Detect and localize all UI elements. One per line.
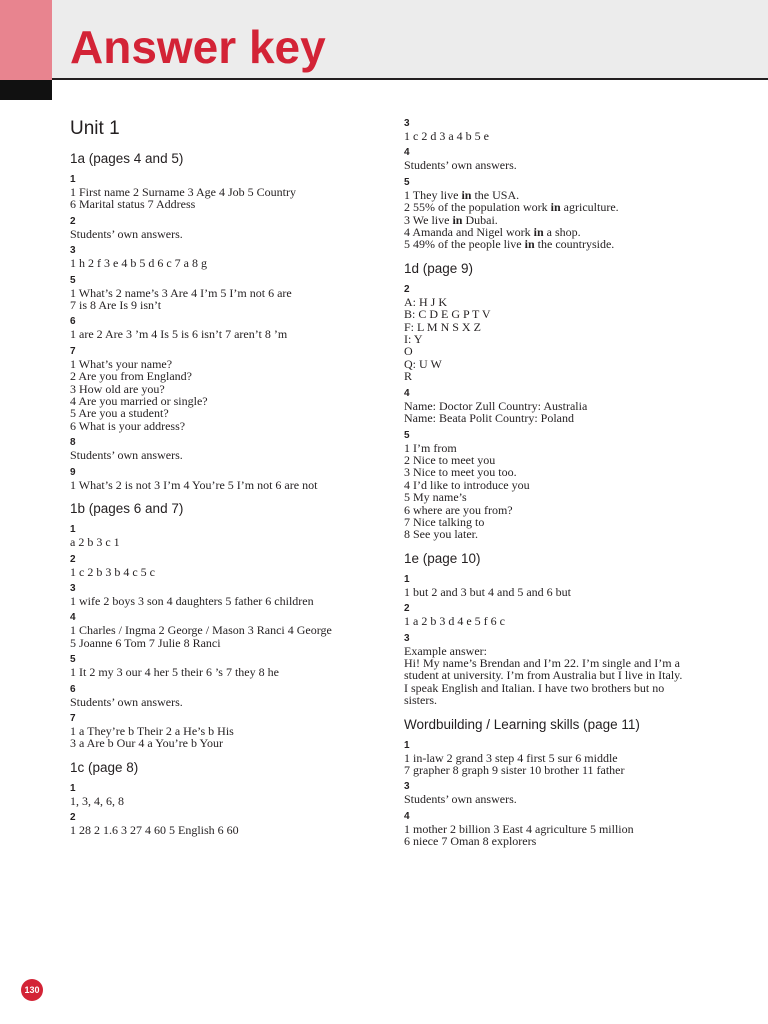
answer-line: 1 a They’re b Their 2 a He’s b His xyxy=(70,723,234,738)
exercise-block xyxy=(70,654,390,678)
exercise-number: 6 xyxy=(70,683,76,695)
exercise-number: 9 xyxy=(70,466,76,478)
exercise-block xyxy=(70,713,390,750)
exercise-block xyxy=(70,216,390,240)
exercise-number: 1 xyxy=(404,739,410,751)
exercise-number: 3 xyxy=(70,245,76,257)
exercise-number: 4 xyxy=(404,147,410,159)
exercise-block xyxy=(70,554,390,578)
exercise-number: 4 xyxy=(70,612,76,624)
answer-line: 5 Are you a student? xyxy=(70,406,169,421)
exercise-block xyxy=(404,811,734,848)
exercise-block xyxy=(404,781,734,805)
answer-line: 1 h 2 f 3 e 4 b 5 d 6 c 7 a 8 g xyxy=(70,256,207,271)
answer-line: Students’ own answers. xyxy=(404,792,517,807)
exercise-number: 6 xyxy=(70,316,76,328)
exercise-number: 2 xyxy=(70,812,76,824)
answer-line: 7 is 8 Are Is 9 isn’t xyxy=(70,298,162,313)
exercise-block xyxy=(70,812,390,836)
section-title: 1b (pages 6 and 7) xyxy=(70,501,184,517)
exercise-block xyxy=(70,346,390,432)
header-rule xyxy=(52,78,768,80)
answer-line: 1 First name 2 Surname 3 Age 4 Job 5 Country xyxy=(70,185,296,199)
answer-line: 3 Nice to meet you too. xyxy=(404,465,517,480)
answer-line: 5 My name’s xyxy=(404,490,467,505)
answer-line: Name: Doctor Zull Country: Australia xyxy=(404,398,588,413)
exercise-number: 1 xyxy=(404,573,410,585)
exercise-block xyxy=(404,177,734,251)
exercise-block xyxy=(70,316,390,340)
answer-line: 1 What’s 2 name’s 3 Are 4 I’m 5 I’m not 6 are xyxy=(70,285,292,300)
exercise-number: 2 xyxy=(70,215,76,227)
answer-line: 1 mother 2 billion 3 East 4 agriculture 5 million xyxy=(404,821,634,836)
answer-line: 1 are 2 Are 3 ’m 4 Is 5 is 6 isn’t 7 aren’t 8 ’m xyxy=(70,327,288,342)
exercise-block xyxy=(404,740,734,777)
answer-line: 6 niece 7 Oman 8 explorers xyxy=(404,834,537,849)
exercise-number: 3 xyxy=(404,632,410,644)
answer-line: 1 What’s your name? xyxy=(70,356,173,371)
exercise-block xyxy=(70,275,390,312)
exercise-number: 1 xyxy=(70,524,76,536)
answer-line: 1 Charles / Ingma 2 George / Mason 3 Ranci 4 George xyxy=(70,623,332,638)
answer-line: 1, 3, 4, 6, 8 xyxy=(70,793,124,808)
answer-line: Students’ own answers. xyxy=(70,694,183,709)
answer-line: 5 Joanne 6 Tom 7 Julie 8 Ranci xyxy=(70,635,221,650)
exercise-number: 3 xyxy=(70,582,76,594)
answer-line: O xyxy=(404,344,413,359)
exercise-block xyxy=(404,574,734,598)
answer-line: A: H J K xyxy=(404,294,448,309)
header-black-tab xyxy=(0,80,52,100)
answer-line: 1 in-law 2 grand 3 step 4 first 5 sur 6 middle xyxy=(404,750,618,765)
answer-line: 2 55% of the population work in agriculture. xyxy=(404,200,619,215)
answer-line: 1 c 2 d 3 a 4 b 5 e xyxy=(404,129,489,143)
exercise-number: 3 xyxy=(404,118,410,129)
answer-line: Name: Beata Polit Country: Poland xyxy=(404,411,574,426)
exercise-number: 5 xyxy=(404,429,410,441)
answer-line: 3 We live in Dubai. xyxy=(404,212,498,227)
exercise-block xyxy=(70,467,390,491)
exercise-block xyxy=(70,684,390,708)
answer-line: 4 Are you married or single? xyxy=(70,394,208,409)
section-title: 1d (page 9) xyxy=(404,260,474,276)
answer-line: 2 Are you from England? xyxy=(70,369,192,384)
exercise-number: 3 xyxy=(404,781,410,793)
answer-line: 7 grapher 8 graph 9 sister 10 brother 11 father xyxy=(404,763,625,777)
answer-line: 1 They live in the USA. xyxy=(404,187,520,202)
exercise-block xyxy=(70,245,390,269)
answer-line: 4 I’d like to introduce you xyxy=(404,477,530,492)
answer-line: Students’ own answers. xyxy=(404,158,517,173)
answer-line: 1 What’s 2 is not 3 I’m 4 You’re 5 I’m not 6 are not xyxy=(70,477,318,492)
exercise-number: 4 xyxy=(404,387,410,399)
exercise-number: 2 xyxy=(404,283,410,295)
answer-line: Q: U W xyxy=(404,356,442,371)
exercise-number: 4 xyxy=(404,810,410,822)
exercise-number: 5 xyxy=(404,176,410,188)
answer-line: 1 wife 2 boys 3 son 4 daughters 5 father 6 children xyxy=(70,593,314,608)
exercise-block xyxy=(404,118,734,142)
answer-line: Students’ own answers. xyxy=(70,226,183,241)
exercise-number: 7 xyxy=(70,712,76,724)
page-title: Answer key xyxy=(70,21,326,73)
answer-line: R xyxy=(404,369,413,384)
exercise-block xyxy=(404,603,734,627)
exercise-block xyxy=(404,284,734,383)
section-title: 1e (page 10) xyxy=(404,550,481,566)
exercise-block xyxy=(404,430,734,541)
answer-line: 6 Marital status 7 Address xyxy=(70,197,196,212)
answer-line: B: C D E G P T V xyxy=(404,307,491,322)
exercise-number: 2 xyxy=(404,603,410,615)
exercise-number: 5 xyxy=(70,274,76,286)
answer-line: 7 Nice talking to xyxy=(404,514,485,529)
answer-line: 5 49% of the people live in the countryside. xyxy=(404,237,615,252)
answer-line: 8 See you later. xyxy=(404,527,478,542)
answer-line: 3 How old are you? xyxy=(70,381,165,396)
section-title: 1a (pages 4 and 5) xyxy=(70,151,184,166)
answer-line: 1 c 2 b 3 b 4 c 5 c xyxy=(70,564,155,579)
exercise-number: 1 xyxy=(70,174,76,185)
answer-line: I speak English and Italian. I have two brothers but no xyxy=(404,680,665,695)
answer-line: 3 a Are b Our 4 a You’re b Your xyxy=(70,736,223,751)
answer-section xyxy=(404,716,734,848)
answer-line: Students’ own answers. xyxy=(70,448,183,463)
answer-line: 2 Nice to meet you xyxy=(404,452,496,467)
exercise-number: 7 xyxy=(70,345,76,357)
answer-section xyxy=(70,759,390,837)
page-number: 130 xyxy=(21,979,43,1001)
answer-line: 1 a 2 b 3 d 4 e 5 f 6 c xyxy=(404,614,505,629)
answer-line: a 2 b 3 c 1 xyxy=(70,535,120,550)
answer-section xyxy=(404,260,734,541)
section-title: Wordbuilding / Learning skills (page 11) xyxy=(404,716,640,732)
exercise-block xyxy=(404,633,734,707)
answer-line: Hi! My name’s Brendan and I’m 22. I’m single and I’m a xyxy=(404,655,680,670)
header-pink-tab xyxy=(0,0,52,80)
exercise-number: 5 xyxy=(70,654,76,666)
exercise-block xyxy=(404,147,734,171)
answer-line: student at university. I’m from Australia but I live in Italy. xyxy=(404,668,683,683)
exercise-block xyxy=(70,783,390,807)
answer-line: I: Y xyxy=(404,332,423,347)
exercise-block xyxy=(70,583,390,607)
answer-section xyxy=(70,500,390,750)
answer-line: 1 I’m from xyxy=(404,440,457,455)
exercise-number: 8 xyxy=(70,437,76,449)
answer-line: 1 It 2 my 3 our 4 her 5 their 6 ’s 7 they 8 he xyxy=(70,665,279,680)
answer-section xyxy=(404,550,734,707)
left-column xyxy=(70,118,390,842)
exercise-block xyxy=(70,524,390,548)
exercise-number: 2 xyxy=(70,553,76,565)
right-column xyxy=(404,118,734,853)
answer-line: Example answer: xyxy=(404,643,487,658)
exercise-block xyxy=(70,174,390,211)
exercise-number: 1 xyxy=(70,782,76,794)
answer-line: 4 Amanda and Nigel work in a shop. xyxy=(404,225,581,240)
answer-section xyxy=(70,150,390,491)
exercise-block xyxy=(70,612,390,649)
answer-line: 1 but 2 and 3 but 4 and 5 and 6 but xyxy=(404,584,571,599)
answer-line: sisters. xyxy=(404,693,437,708)
answer-line: 6 where are you from? xyxy=(404,502,513,517)
exercise-block xyxy=(70,437,390,461)
answer-section xyxy=(404,118,734,251)
answer-line: 6 What is your address? xyxy=(70,418,186,433)
answer-line: F: L M N S X Z xyxy=(404,319,481,334)
unit-title: Unit 1 xyxy=(70,118,120,139)
answer-line: 1 28 2 1.6 3 27 4 60 5 English 6 60 xyxy=(70,823,239,838)
exercise-block xyxy=(404,388,734,425)
section-title: 1c (page 8) xyxy=(70,759,139,775)
